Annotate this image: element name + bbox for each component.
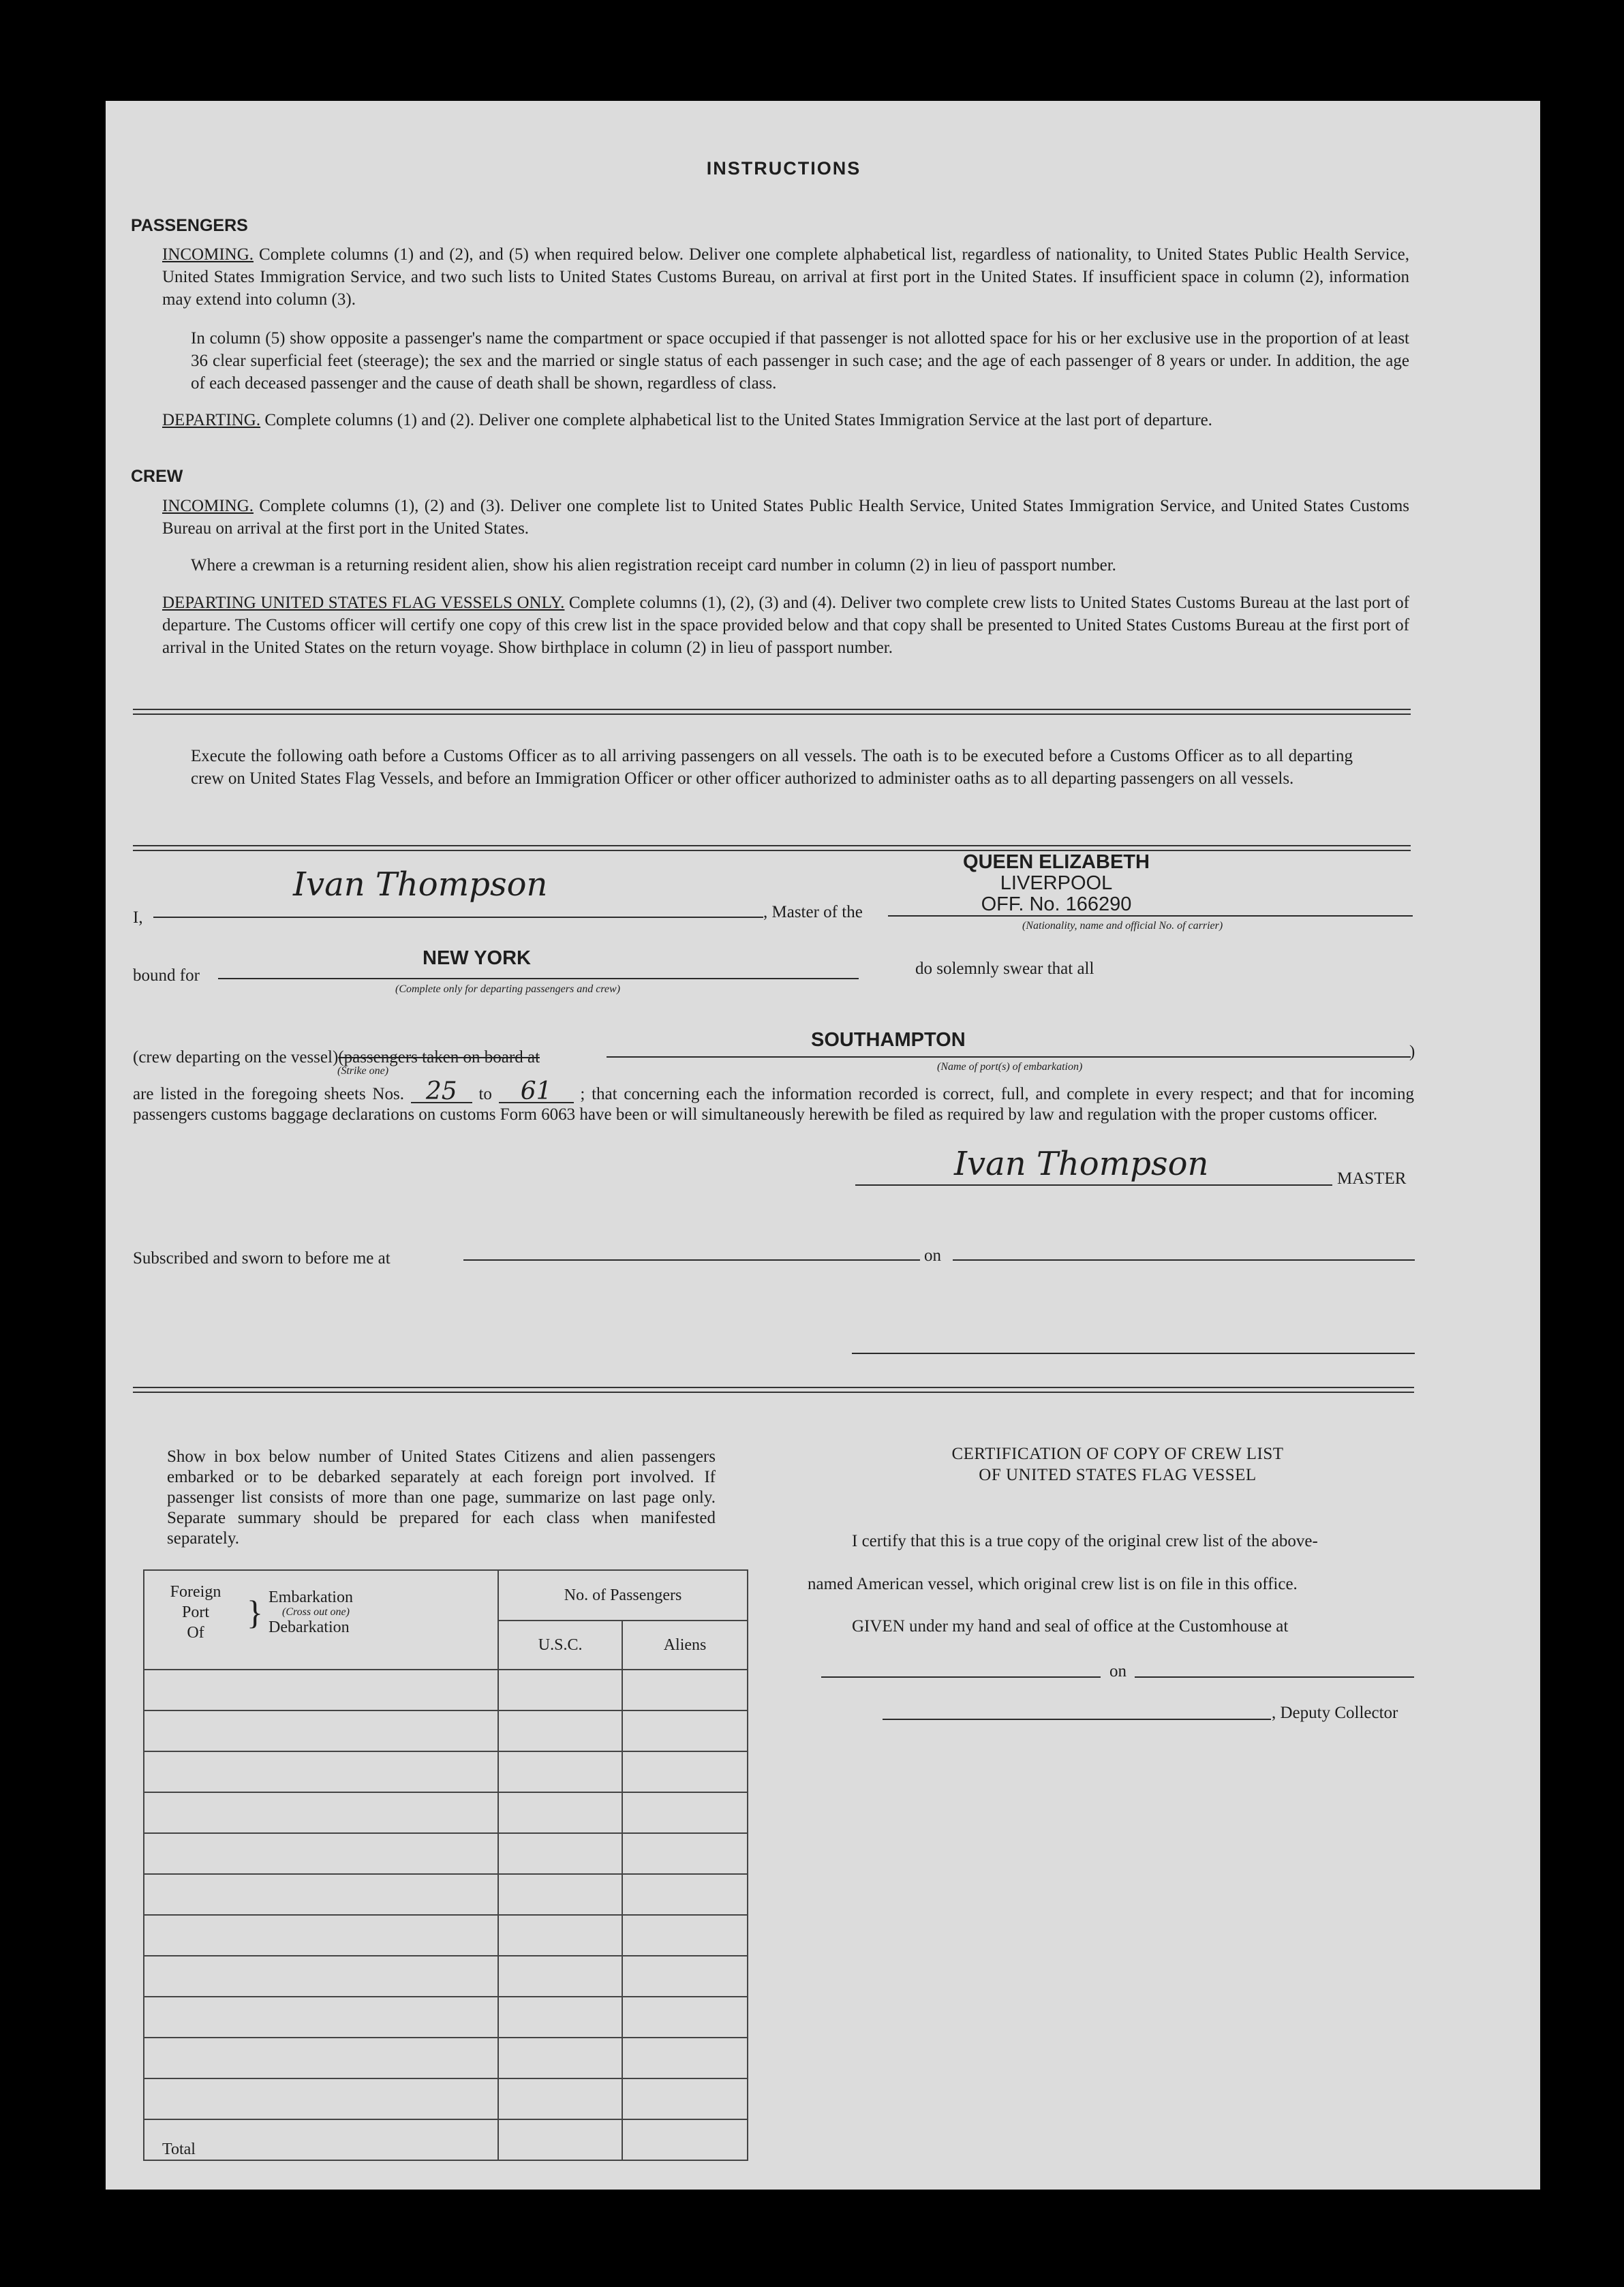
certify-line2: named American vessel, which original crew list is on file in this office.: [808, 1575, 1298, 1593]
usc-cell[interactable]: [498, 1956, 622, 1997]
certification-title-line2: OF UNITED STATES FLAG VESSEL: [979, 1466, 1257, 1484]
port-cell[interactable]: [144, 1710, 498, 1751]
subscribed-place-line: [463, 1259, 920, 1261]
deputy-signature-line: [883, 1719, 1271, 1720]
sheets-statement: [133, 1077, 1414, 1125]
sheet-from-value: 25: [411, 1081, 472, 1103]
carrier-line: [888, 915, 1413, 917]
port-cell[interactable]: [144, 1751, 498, 1792]
oath-i-label: I,: [133, 908, 143, 927]
statement-text: ; that concerning each the information recorded is correct, full, and complete in every respect; and that for incoming passengers customs baggage declarations on customs Form 6063 have been or will simultaneously herewith be filed as required by law and regulation with the proper customs officer.: [133, 1085, 1414, 1124]
port-header-left: [144, 1582, 247, 1643]
carrier-official-number: OFF. No. 166290: [981, 893, 1132, 915]
crew-departing-option: [133, 1046, 540, 1069]
crew-departing-label: (crew departing on the vessel): [133, 1048, 339, 1066]
crew-incoming-text: Complete columns (1), (2) and (3). Deliver one complete list to United States Public Health Service, United States Immigration Service, and United States Customs Bureau on arrival at the first port in the United States.: [162, 497, 1410, 538]
aliens-cell[interactable]: [622, 1956, 748, 1997]
subscribed-date-line: [953, 1259, 1415, 1261]
table-row: [144, 2038, 748, 2078]
certify-line1: I certify that this is a true copy of the original crew list of the above-: [852, 1532, 1318, 1550]
col-cross-out: (Cross out one): [282, 1606, 350, 1618]
port-value: SOUTHAMPTON: [811, 1029, 966, 1051]
table-row: [144, 1874, 748, 1915]
master-name-signature: Ivan Thompson: [293, 865, 548, 904]
table-row: [144, 1956, 748, 1997]
table-row: [144, 1751, 748, 1792]
certification-title-line1: CERTIFICATION OF COPY OF CREW LIST: [951, 1445, 1284, 1463]
crew-incoming-label: INCOMING.: [162, 497, 254, 515]
master-signature-line: [855, 1184, 1332, 1186]
usc-cell[interactable]: [498, 1710, 622, 1751]
port-cell[interactable]: [144, 1956, 498, 1997]
usc-cell[interactable]: [498, 1997, 622, 2038]
passengers-departing-label: DEPARTING.: [162, 411, 261, 429]
aliens-total-cell[interactable]: [622, 2119, 748, 2160]
bound-for-value: NEW YORK: [423, 947, 531, 969]
passenger-summary-table: [143, 1569, 748, 2161]
col-foreign: Foreign: [170, 1583, 221, 1601]
passengers-incoming-label: INCOMING.: [162, 245, 254, 264]
table-row: [144, 2078, 748, 2119]
aliens-cell[interactable]: [622, 1792, 748, 1833]
aliens-cell[interactable]: [622, 1670, 748, 1710]
carrier-name: QUEEN ELIZABETH: [963, 851, 1150, 873]
passengers-incoming-text: Complete columns (1) and (2), and (5) when required below. Deliver one complete alphabetical list, regardless of nationality, to United States Public Health Service, United States Immigration Service, and two such lists to United States Customs Bureau, on arrival at first port in the United States. If insufficient space in column (2), information may extend into column (3).: [162, 245, 1410, 309]
certification-date-line: [1135, 1676, 1414, 1678]
strike-caption: (Strike one): [337, 1065, 389, 1077]
port-header-right: [264, 1588, 353, 1636]
passengers-column5-paragraph: In column (5) show opposite a passenger's name the compartment or space occupied if that passenger is not allotted space for his or her exclusive use in the proportion of at least 36 clear superficial feet (steerage); the sex and the married or single status of each passenger in such case; and the age of each passenger of 8 years or under. In addition, the age of each deceased passenger and the cause of death shall be shown, regardless of class.: [191, 329, 1409, 393]
sheet-to-value: 61: [499, 1081, 574, 1103]
total-label: Total: [144, 2119, 498, 2160]
crew-departing-text: Complete columns (1), (2), (3) and (4). Deliver two complete crew lists to United States Customs Bureau at the last port of departure. The Customs officer will certify one copy of this crew list in the space provided below and that copy shall be presented to United States Customs Bureau at the first port of arrival in the United States on the return voyage. Show birthplace in column (2) in lieu of passport number.: [162, 594, 1409, 657]
close-paren: ): [1409, 1043, 1415, 1061]
bound-for-label: bound for: [133, 966, 200, 985]
port-cell[interactable]: [144, 1915, 498, 1956]
section-divider: [133, 709, 1411, 715]
passengers-struck-option: (passengers taken on board at: [338, 1048, 540, 1066]
usc-cell[interactable]: [498, 1792, 622, 1833]
given-text: GIVEN under my hand and seal of office at the Customhouse at: [852, 1617, 1289, 1636]
customhouse-line: [821, 1676, 1101, 1678]
col-embarkation: Embarkation: [269, 1588, 353, 1606]
port-cell[interactable]: [144, 2078, 498, 2119]
bound-for-caption: (Complete only for departing passengers and crew): [395, 983, 621, 995]
certification-title: [818, 1443, 1418, 1486]
usc-cell[interactable]: [498, 2038, 622, 2078]
port-caption: (Name of port(s) of embarkation): [937, 1061, 1083, 1073]
master-label: MASTER: [1337, 1169, 1407, 1188]
port-cell[interactable]: [144, 1874, 498, 1915]
no-passengers-header: No. of Passengers: [498, 1570, 748, 1621]
crew-title: CREW: [131, 467, 183, 486]
aliens-cell[interactable]: [622, 1710, 748, 1751]
certification-on-label: on: [1109, 1662, 1127, 1680]
swear-text: do solemnly swear that all: [915, 960, 1094, 978]
usc-header: U.S.C.: [498, 1621, 622, 1670]
port-cell[interactable]: [144, 1670, 498, 1710]
table-row: [144, 1710, 748, 1751]
port-header-cell: [144, 1570, 498, 1670]
usc-cell[interactable]: [498, 2078, 622, 2119]
aliens-header: Aliens: [622, 1621, 748, 1670]
master-signature: Ivan Thompson: [954, 1145, 1209, 1183]
port-cell[interactable]: [144, 1997, 498, 2038]
aliens-cell[interactable]: [622, 2038, 748, 2078]
port-cell[interactable]: [144, 1792, 498, 1833]
page-heading: INSTRUCTIONS: [706, 158, 861, 179]
aliens-cell[interactable]: [622, 1833, 748, 1874]
col-debarkation: Debarkation: [269, 1618, 350, 1636]
usc-cell[interactable]: [498, 1874, 622, 1915]
port-line: [607, 1056, 1411, 1058]
crew-resident-paragraph: Where a crewman is a returning resident alien, show his alien registration receipt card number in column (2) in lieu of passport number.: [191, 556, 1116, 574]
master-of-label: , Master of the: [763, 903, 863, 921]
table-row: [144, 1915, 748, 1956]
summary-header-row: [144, 1570, 748, 1621]
summary-instruction: Show in box below number of United States Citizens and alien passengers embarked or to be debarked separately at each foreign port involved. If passenger list consists of more than one page, summarize on last page only. Separate summary should be prepared for each class when manifested separately.: [167, 1447, 716, 1548]
aliens-cell[interactable]: [622, 1874, 748, 1915]
col-port: Port: [181, 1603, 209, 1621]
carrier-value: [940, 852, 1172, 915]
subscribed-on-label: on: [924, 1246, 941, 1265]
aliens-cell[interactable]: [622, 1915, 748, 1956]
passengers-departing-paragraph: [162, 409, 1409, 431]
usc-cell[interactable]: [498, 1833, 622, 1874]
table-row: [144, 1833, 748, 1874]
crew-incoming-paragraph: [162, 495, 1409, 540]
passengers-title: PASSENGERS: [131, 216, 248, 235]
usc-cell[interactable]: [498, 1670, 622, 1710]
crew-departing-label: DEPARTING UNITED STATES FLAG VESSELS ONLY.: [162, 594, 565, 612]
listed-label: are listed in the foregoing sheets Nos.: [133, 1085, 404, 1103]
aliens-cell[interactable]: [622, 1751, 748, 1792]
oath-divider: [133, 845, 1411, 851]
passengers-incoming-paragraph: [162, 243, 1409, 311]
master-name-line: [153, 917, 763, 918]
table-row: [144, 1997, 748, 2038]
aliens-cell[interactable]: [622, 2078, 748, 2119]
crew-departing-paragraph: [162, 592, 1409, 659]
passengers-departing-text: Complete columns (1) and (2). Deliver one complete alphabetical list to the United States Immigration Service at the last port of departure.: [264, 411, 1212, 429]
deputy-collector-label: , Deputy Collector: [1272, 1704, 1398, 1722]
port-cell[interactable]: [144, 2038, 498, 2078]
oath-instruction: Execute the following oath before a Customs Officer as to all arriving passengers on all vessels. The oath is to be executed before a Customs Officer as to all departing crew on United States Flag Vessels, and before an Immigration Officer or other officer authorized to administer oaths as to all departing passengers on all vessels.: [191, 747, 1353, 788]
usc-cell[interactable]: [498, 1751, 622, 1792]
officer-signature-line: [852, 1353, 1415, 1354]
usc-cell[interactable]: [498, 1915, 622, 1956]
carrier-nationality: LIVERPOOL: [1000, 872, 1113, 894]
to-label: to: [478, 1085, 492, 1103]
port-cell[interactable]: [144, 1833, 498, 1874]
table-row: [144, 1670, 748, 1710]
bound-for-line: [218, 978, 859, 979]
carrier-caption: (Nationality, name and official No. of carrier): [1022, 920, 1223, 932]
port-header-group: [144, 1582, 497, 1643]
brace-mark: }: [247, 1593, 263, 1631]
total-row: [144, 2119, 748, 2160]
usc-total-cell[interactable]: [498, 2119, 622, 2160]
subscribed-label: Subscribed and sworn to before me at: [133, 1249, 390, 1268]
summary-divider: [133, 1387, 1414, 1393]
aliens-cell[interactable]: [622, 1997, 748, 2038]
col-of: Of: [187, 1624, 204, 1642]
table-row: [144, 1792, 748, 1833]
